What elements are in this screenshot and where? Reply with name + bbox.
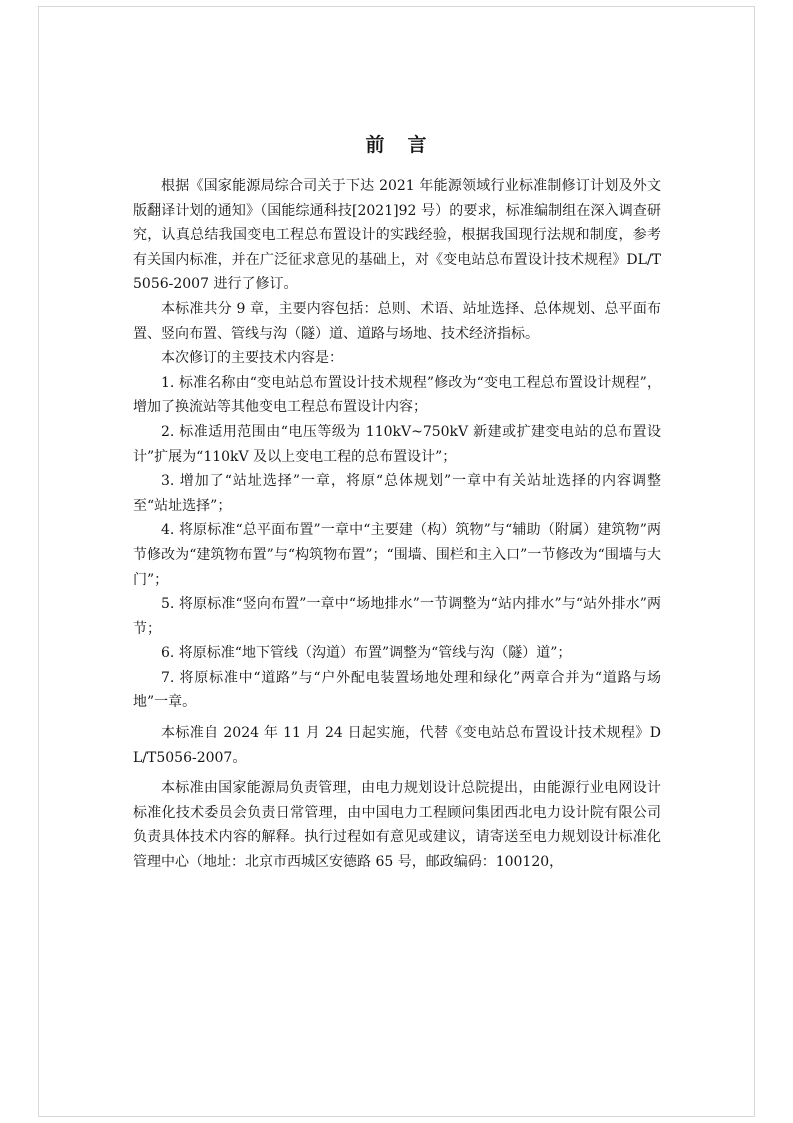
revision-item-1: 1. 标准名称由“变电站总布置设计技术规程”修改为“变电工程总布置设计规程”，增加了换流站等其他变电工程总布置设计内容；: [133, 374, 661, 416]
revision-item-2: 2. 标准适用范围由“电压等级为 110kV~750kV 新建或扩建变电站的总布置设计”扩展为“110kV 及以上变电工程的总布置设计”；: [133, 423, 661, 465]
paragraph-contents-overview: 本标准共分 9 章，主要内容包括：总则、术语、站址选择、总体规划、总平面布置、竖向布置、管线与沟（隧）道、道路与场地、技术经济指标。: [133, 300, 661, 342]
revision-item-7: 7. 将原标准中“道路”与“户外配电装置场地处理和绿化”两章合并为“道路与场地”一章。: [133, 669, 661, 711]
paragraph-intro: 根据《国家能源局综合司关于下达 2021 年能源领域行业标准制修订计划及外文版翻译计划的通知》（国能综通科技[2021]92 号）的要求，标准编制组在深入调查研究，认真总结我国变电工程总布置设计的实践经验，根据我国现行法规和制度，参考有关国内标准，并在广泛征求意见的基础上，对《变电站总布置设计技术规程》DL/T 5056-2007 进行了修订。: [133, 178, 661, 293]
revision-item-6: 6. 将原标准“地下管线（沟道）布置”调整为“管线与沟（隧）道”；: [161, 645, 572, 662]
paragraph-administration: 本标准由国家能源局负责管理，由电力规划设计总院提出，由能源行业电网设计标准化技术委员会负责日常管理，由中国电力工程顾问集团西北电力设计院有限公司负责具体技术内容的解释。执行过程如有意见或建议，请寄送至电力规划设计标准化管理中心（地址：北京市西城区安德路 65 号，邮政编码：100120，: [133, 780, 661, 871]
paragraph-effective-date: 本标准自 2024 年 11 月 24 日起实施，代替《变电站总布置设计技术规程》DL/T5056-2007。: [133, 725, 661, 766]
revision-item-5: 5. 将原标准“竖向布置”一章中“场地排水”一节调整为“站内排水”与“站外排水”两节；: [133, 596, 661, 637]
page-content: [133, 132, 661, 875]
revision-item-4: 4. 将原标准“总平面布置”一章中“主要建（构）筑物”与“辅助（附属）建筑物”两节修改为“建筑物布置”与“构筑物布置”；“围墙、围栏和主入口”一节修改为“围墙与大门”；: [133, 522, 661, 588]
revision-item-3: 3. 增加了“站址选择”一章，将原“总体规划”一章中有关站址选择的内容调整至“站址选择”；: [133, 473, 661, 514]
document-title: 前 言: [365, 134, 429, 156]
paragraph-revision-lead: 本次修订的主要技术内容是：: [161, 350, 343, 367]
